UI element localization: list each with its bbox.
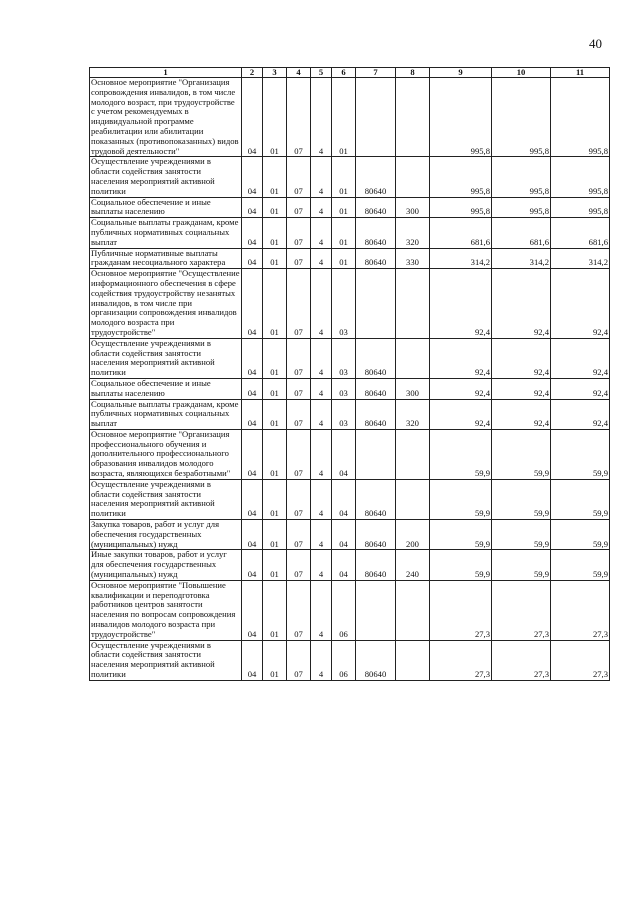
cell-value-9: 59,9	[430, 479, 492, 519]
cell-code-5: 4	[311, 269, 332, 339]
cell-code-4: 07	[287, 399, 311, 429]
cell-code-2: 04	[242, 580, 263, 640]
cell-code-8: 240	[396, 550, 430, 580]
cell-code-8	[396, 338, 430, 378]
cell-code-6: 03	[332, 338, 356, 378]
cell-value-11: 681,6	[551, 218, 610, 248]
cell-code-5: 4	[311, 218, 332, 248]
cell-code-6: 03	[332, 378, 356, 399]
cell-code-5: 4	[311, 378, 332, 399]
cell-code-2: 04	[242, 520, 263, 550]
cell-code-6: 01	[332, 157, 356, 197]
page-number: 40	[589, 36, 602, 51]
row-name: Иные закупки товаров, работ и услуг для обеспечения государственных (муниципальных) нужд	[90, 550, 242, 580]
cell-code-2: 04	[242, 640, 263, 680]
cell-value-11: 92,4	[551, 378, 610, 399]
cell-code-7: 80640	[356, 479, 396, 519]
cell-code-6: 03	[332, 269, 356, 339]
cell-value-11: 59,9	[551, 479, 610, 519]
cell-code-6: 04	[332, 479, 356, 519]
row-name: Социальное обеспечение и иные выплаты населению	[90, 197, 242, 218]
cell-code-8: 300	[396, 197, 430, 218]
cell-value-9: 27,3	[430, 640, 492, 680]
cell-code-3: 01	[263, 399, 287, 429]
cell-code-7: 80640	[356, 338, 396, 378]
cell-code-6: 01	[332, 248, 356, 269]
cell-code-8	[396, 78, 430, 157]
cell-value-11: 995,8	[551, 157, 610, 197]
cell-code-7: 80640	[356, 197, 396, 218]
table-row	[90, 157, 610, 197]
table-row	[90, 218, 610, 248]
cell-code-3: 01	[263, 378, 287, 399]
cell-value-11: 27,3	[551, 640, 610, 680]
cell-value-10: 92,4	[492, 269, 551, 339]
cell-code-2: 04	[242, 218, 263, 248]
cell-code-8	[396, 640, 430, 680]
row-name: Осуществление учреждениями в области содействия занятости населения мероприятий активной политики	[90, 157, 242, 197]
row-name: Социальные выплаты гражданам, кроме публичных нормативных социальных выплат	[90, 399, 242, 429]
cell-code-2: 04	[242, 399, 263, 429]
row-name: Основное мероприятие "Осуществление информационного обеспечения в сфере содействия трудоустройству незанятых инвалидов, в том числе при организации сопровождения инвалидов молодого возраста при трудоустройстве"	[91, 268, 240, 337]
cell-code-2: 04	[242, 197, 263, 218]
cell-value-11: 995,8	[551, 78, 610, 157]
cell-value-9: 995,8	[430, 157, 492, 197]
cell-code-6: 01	[332, 197, 356, 218]
cell-code-3: 01	[263, 78, 287, 157]
table-row	[90, 338, 610, 378]
header-col-5: 5	[311, 68, 332, 78]
row-name: Осуществление учреждениями в области содействия занятости населения мероприятий активной политики	[90, 640, 242, 680]
cell-code-7	[356, 269, 396, 339]
cell-code-3: 01	[263, 550, 287, 580]
header-col-1: 1	[90, 68, 242, 78]
cell-code-4: 07	[287, 338, 311, 378]
cell-code-5: 4	[311, 429, 332, 479]
cell-code-7: 80640	[356, 640, 396, 680]
cell-code-4: 07	[287, 550, 311, 580]
table-row	[90, 479, 610, 519]
cell-value-10: 59,9	[492, 550, 551, 580]
cell-code-5: 4	[311, 338, 332, 378]
cell-code-5: 4	[311, 520, 332, 550]
cell-value-9: 92,4	[430, 399, 492, 429]
cell-value-11: 92,4	[551, 269, 610, 339]
table-row	[90, 269, 610, 339]
cell-code-5: 4	[311, 479, 332, 519]
cell-code-6: 01	[332, 218, 356, 248]
cell-code-8: 320	[396, 399, 430, 429]
cell-code-3: 01	[263, 157, 287, 197]
cell-value-10: 995,8	[492, 78, 551, 157]
cell-value-10: 92,4	[492, 399, 551, 429]
cell-code-2: 04	[242, 429, 263, 479]
header-col-8: 8	[396, 68, 430, 78]
row-name: Основное мероприятие "Организация сопровождения инвалидов, в том числе молодого возраст, при трудоустройстве с учетом рекомендуемых в индивидуальной программе реабилитации или абилитации показанных (противопоказанных) видов трудовой деятельности"	[90, 78, 242, 157]
cell-value-10: 27,3	[492, 640, 551, 680]
table-row	[90, 248, 610, 269]
cell-value-11: 92,4	[551, 338, 610, 378]
cell-code-5: 4	[311, 640, 332, 680]
cell-code-5: 4	[311, 197, 332, 218]
header-col-9: 9	[430, 68, 492, 78]
cell-value-9: 681,6	[430, 218, 492, 248]
cell-code-4: 07	[287, 248, 311, 269]
cell-code-7: 80640	[356, 550, 396, 580]
cell-code-3: 01	[263, 429, 287, 479]
cell-value-10: 314,2	[492, 248, 551, 269]
cell-code-6: 04	[332, 550, 356, 580]
cell-value-9: 59,9	[430, 550, 492, 580]
cell-value-9: 59,9	[430, 520, 492, 550]
cell-code-3: 01	[263, 269, 287, 339]
cell-code-7	[356, 580, 396, 640]
cell-code-8: 330	[396, 248, 430, 269]
table-row	[90, 197, 610, 218]
cell-code-3: 01	[263, 197, 287, 218]
cell-value-11: 59,9	[551, 429, 610, 479]
cell-code-6: 04	[332, 520, 356, 550]
cell-code-8	[396, 479, 430, 519]
cell-code-2: 04	[242, 338, 263, 378]
cell-code-2: 04	[242, 269, 263, 339]
cell-code-3: 01	[263, 218, 287, 248]
cell-code-2: 04	[242, 157, 263, 197]
cell-code-5: 4	[311, 157, 332, 197]
cell-code-4: 07	[287, 218, 311, 248]
cell-code-3: 01	[263, 580, 287, 640]
cell-code-5: 4	[311, 78, 332, 157]
cell-code-4: 07	[287, 479, 311, 519]
row-name: Социальные выплаты гражданам, кроме публичных нормативных социальных выплат	[90, 218, 242, 248]
row-name: Основное мероприятие "Организация профессионального обучения и дополнительного профессионального образования инвалидов молодого возраста, являющихся безработными"	[90, 429, 242, 479]
cell-code-8	[396, 429, 430, 479]
cell-value-11: 59,9	[551, 550, 610, 580]
cell-code-6: 01	[332, 78, 356, 157]
cell-code-4: 07	[287, 269, 311, 339]
cell-code-4: 07	[287, 378, 311, 399]
header-col-10: 10	[492, 68, 551, 78]
cell-code-7	[356, 78, 396, 157]
row-name: Публичные нормативные выплаты гражданам несоциального характера	[90, 248, 242, 269]
table-header-row	[90, 68, 610, 78]
cell-code-5: 4	[311, 580, 332, 640]
cell-code-8: 300	[396, 378, 430, 399]
row-name: Основное мероприятие "Повышение квалификации и переподготовка работников центров занятости населения по вопросам сопровождения инвалидов молодого возраста при трудоустройстве"	[90, 580, 242, 640]
cell-value-9: 27,3	[430, 580, 492, 640]
cell-code-8	[396, 269, 430, 339]
table-row	[90, 429, 610, 479]
cell-code-3: 01	[263, 640, 287, 680]
cell-code-2: 04	[242, 248, 263, 269]
row-name: Закупка товаров, работ и услуг для обеспечения государственных (муниципальных) нужд	[90, 520, 242, 550]
cell-code-7: 80640	[356, 218, 396, 248]
cell-code-4: 07	[287, 580, 311, 640]
header-col-2: 2	[242, 68, 263, 78]
cell-value-11: 314,2	[551, 248, 610, 269]
cell-code-6: 03	[332, 399, 356, 429]
table-row	[90, 378, 610, 399]
table-row	[90, 520, 610, 550]
cell-value-10: 59,9	[492, 479, 551, 519]
table-row	[90, 399, 610, 429]
cell-value-10: 92,4	[492, 378, 551, 399]
table-row	[90, 550, 610, 580]
header-col-6: 6	[332, 68, 356, 78]
row-name: Осуществление учреждениями в области содействия занятости населения мероприятий активной политики	[90, 479, 242, 519]
cell-code-7: 80640	[356, 157, 396, 197]
cell-value-11: 92,4	[551, 399, 610, 429]
cell-value-10: 27,3	[492, 580, 551, 640]
cell-code-4: 07	[287, 429, 311, 479]
row-name: Осуществление учреждениями в области содействия занятости населения мероприятий активной политики	[90, 338, 242, 378]
cell-value-9: 92,4	[430, 338, 492, 378]
cell-code-2: 04	[242, 78, 263, 157]
header-col-3: 3	[263, 68, 287, 78]
table-row	[90, 640, 610, 680]
cell-value-10: 92,4	[492, 338, 551, 378]
cell-code-6: 06	[332, 580, 356, 640]
cell-value-10: 59,9	[492, 520, 551, 550]
cell-code-3: 01	[263, 248, 287, 269]
cell-value-9: 995,8	[430, 78, 492, 157]
cell-code-7: 80640	[356, 378, 396, 399]
table-row	[90, 580, 610, 640]
cell-code-7: 80640	[356, 520, 396, 550]
cell-code-4: 07	[287, 197, 311, 218]
cell-code-5: 4	[311, 399, 332, 429]
cell-code-4: 07	[287, 520, 311, 550]
cell-code-8: 200	[396, 520, 430, 550]
cell-value-11: 59,9	[551, 520, 610, 550]
cell-value-10: 59,9	[492, 429, 551, 479]
cell-code-5: 4	[311, 248, 332, 269]
cell-code-3: 01	[263, 338, 287, 378]
cell-code-8	[396, 157, 430, 197]
cell-value-10: 995,8	[492, 157, 551, 197]
cell-code-3: 01	[263, 479, 287, 519]
cell-value-9: 92,4	[430, 269, 492, 339]
header-col-7: 7	[356, 68, 396, 78]
cell-code-6: 04	[332, 429, 356, 479]
cell-code-8: 320	[396, 218, 430, 248]
cell-code-7	[356, 429, 396, 479]
cell-value-9: 59,9	[430, 429, 492, 479]
cell-code-4: 07	[287, 640, 311, 680]
cell-code-4: 07	[287, 78, 311, 157]
table-row	[90, 78, 610, 157]
cell-value-9: 995,8	[430, 197, 492, 218]
cell-value-11: 995,8	[551, 197, 610, 218]
cell-code-7: 80640	[356, 399, 396, 429]
cell-code-6: 06	[332, 640, 356, 680]
table-body	[90, 78, 610, 681]
cell-value-10: 681,6	[492, 218, 551, 248]
cell-code-3: 01	[263, 520, 287, 550]
header-col-4: 4	[287, 68, 311, 78]
cell-value-11: 27,3	[551, 580, 610, 640]
cell-code-8	[396, 580, 430, 640]
budget-table	[89, 67, 610, 681]
cell-code-2: 04	[242, 378, 263, 399]
cell-value-10: 995,8	[492, 197, 551, 218]
cell-value-9: 314,2	[430, 248, 492, 269]
cell-value-9: 92,4	[430, 378, 492, 399]
cell-code-7: 80640	[356, 248, 396, 269]
header-col-11: 11	[551, 68, 610, 78]
cell-code-4: 07	[287, 157, 311, 197]
row-name: Социальное обеспечение и иные выплаты населению	[90, 378, 242, 399]
cell-code-5: 4	[311, 550, 332, 580]
cell-code-2: 04	[242, 550, 263, 580]
cell-code-2: 04	[242, 479, 263, 519]
